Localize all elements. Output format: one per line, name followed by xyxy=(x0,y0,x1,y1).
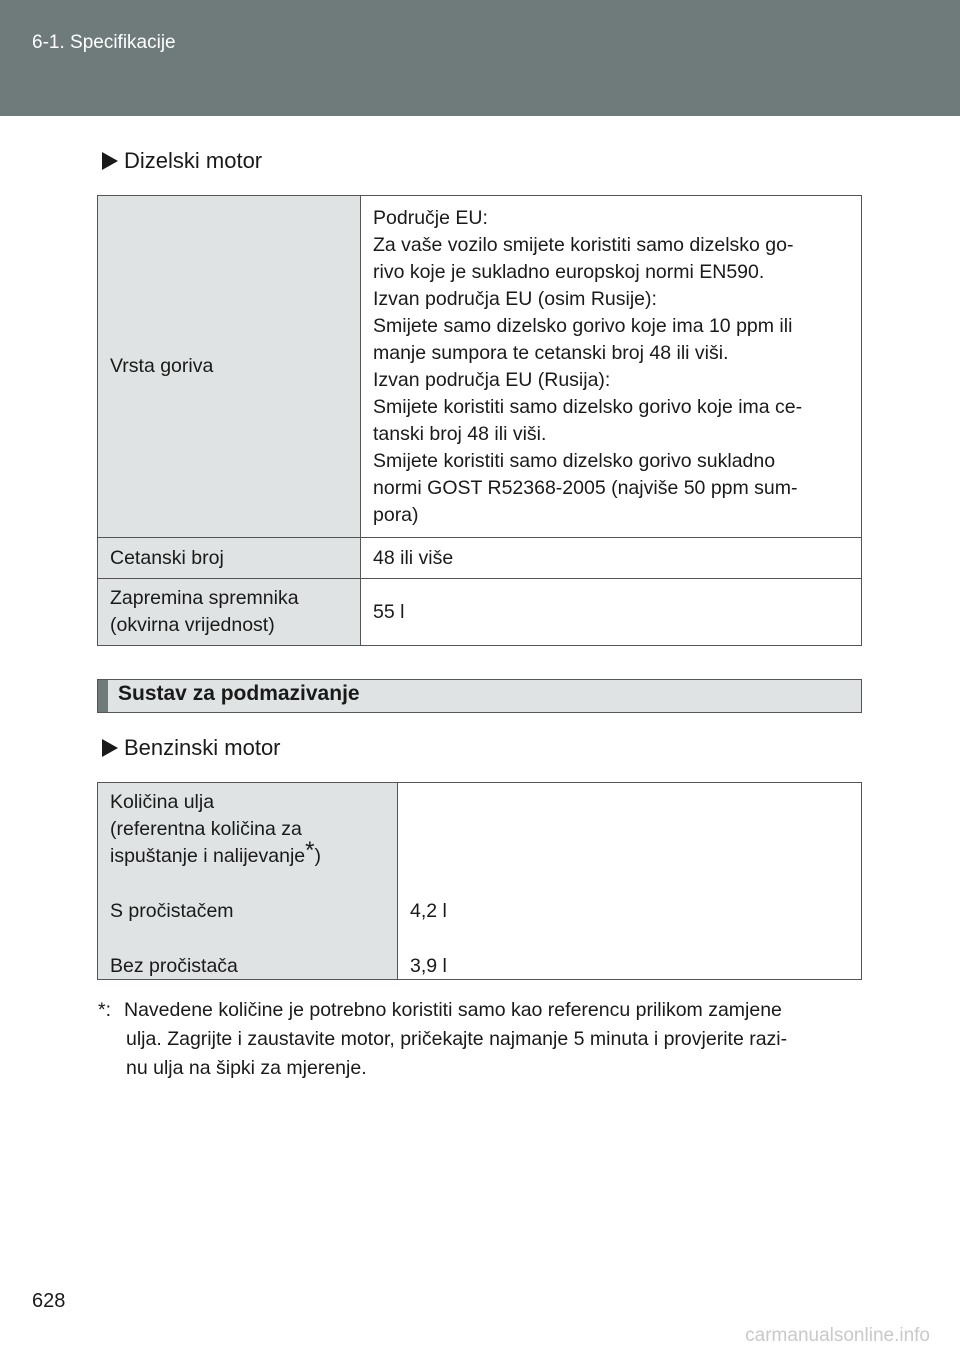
petrol-heading xyxy=(100,735,281,761)
table-row xyxy=(98,783,862,980)
cetane-value: 48 ili više xyxy=(361,538,862,579)
watermark: carmanualsonline.info xyxy=(745,1325,930,1346)
section-accent xyxy=(98,680,108,712)
tank-capacity-value: 55 l xyxy=(361,579,862,646)
footnote-line: ulja. Zagrijte i zaustavite motor, pričekajte najmanje 5 minuta i provjerite razi- xyxy=(126,1028,788,1050)
table-row xyxy=(98,579,862,646)
oil-capacity-table xyxy=(97,782,862,980)
petrol-heading-text: Benzinski motor xyxy=(124,735,281,760)
lubrication-section-title: Sustav za podmazivanje xyxy=(118,682,360,705)
fuel-line: manje sumpora te cetanski broj 48 ili viši. xyxy=(373,341,729,364)
oil-label-line: (referentna količina za xyxy=(110,818,302,840)
fuel-line: normi GOST R52368-2005 (najviše 50 ppm sum- xyxy=(373,476,798,499)
fuel-line: pora) xyxy=(373,503,419,526)
fuel-line: Za vaše vozilo smijete koristiti samo dizelsko go- xyxy=(373,233,794,256)
fuel-line: Izvan područja EU (osim Rusije): xyxy=(373,287,657,310)
tank-label-line: Zapremina spremnika xyxy=(110,587,299,609)
fuel-line: Izvan područja EU (Rusija): xyxy=(373,368,611,391)
page-number: 628 xyxy=(32,1290,66,1312)
triangle-bullet-icon xyxy=(102,739,118,757)
lubrication-section-bar xyxy=(97,679,862,713)
fuel-line: Područje EU: xyxy=(373,206,488,229)
oil-label-close: ) xyxy=(314,845,321,867)
footnote-mark: *: xyxy=(98,999,112,1021)
fuel-line: tanski broj 48 ili viši. xyxy=(373,422,547,445)
with-filter-value: 4,2 l xyxy=(410,900,447,922)
with-filter-label: S pročistačem xyxy=(110,900,234,922)
footnote-line: Navedene količine je potrebno koristiti samo kao referencu prilikom zamjene xyxy=(124,999,782,1021)
fuel-type-value xyxy=(361,196,862,538)
fuel-type-label: Vrsta goriva xyxy=(98,196,361,538)
footnote-star: * xyxy=(305,837,315,864)
diesel-heading xyxy=(100,148,262,174)
fuel-line: Smijete koristiti samo dizelsko gorivo sukladno xyxy=(373,449,776,472)
triangle-bullet-icon xyxy=(102,152,118,170)
header-band xyxy=(0,0,960,116)
footnote xyxy=(98,996,860,1083)
fuel-line: Smijete samo dizelsko gorivo koje ima 10 ppm ili xyxy=(373,314,793,337)
without-filter-label: Bez pročistača xyxy=(110,955,238,977)
oil-label-line: Količina ulja xyxy=(110,791,215,813)
tank-capacity-label xyxy=(98,579,361,646)
table-row xyxy=(98,196,862,538)
oil-label-line xyxy=(110,837,321,870)
footnote-line: nu ulja na šipki za mjerenje. xyxy=(126,1057,367,1079)
oil-quantity-value-cell xyxy=(398,783,862,980)
oil-quantity-label-cell xyxy=(98,783,398,980)
oil-label-text: ispuštanje i nalijevanje xyxy=(110,845,306,867)
without-filter-value: 3,9 l xyxy=(410,955,447,977)
diesel-spec-table xyxy=(97,195,862,646)
cetane-label: Cetanski broj xyxy=(98,538,361,579)
fuel-line: Smijete koristiti samo dizelsko gorivo koje ima ce- xyxy=(373,395,803,418)
fuel-line: rivo koje je sukladno europskoj normi EN590. xyxy=(373,260,765,283)
tank-label-line: (okvirna vrijednost) xyxy=(110,614,275,636)
section-label: 6-1. Specifikacije xyxy=(32,32,176,53)
table-row xyxy=(98,538,862,579)
diesel-heading-text: Dizelski motor xyxy=(124,148,263,173)
